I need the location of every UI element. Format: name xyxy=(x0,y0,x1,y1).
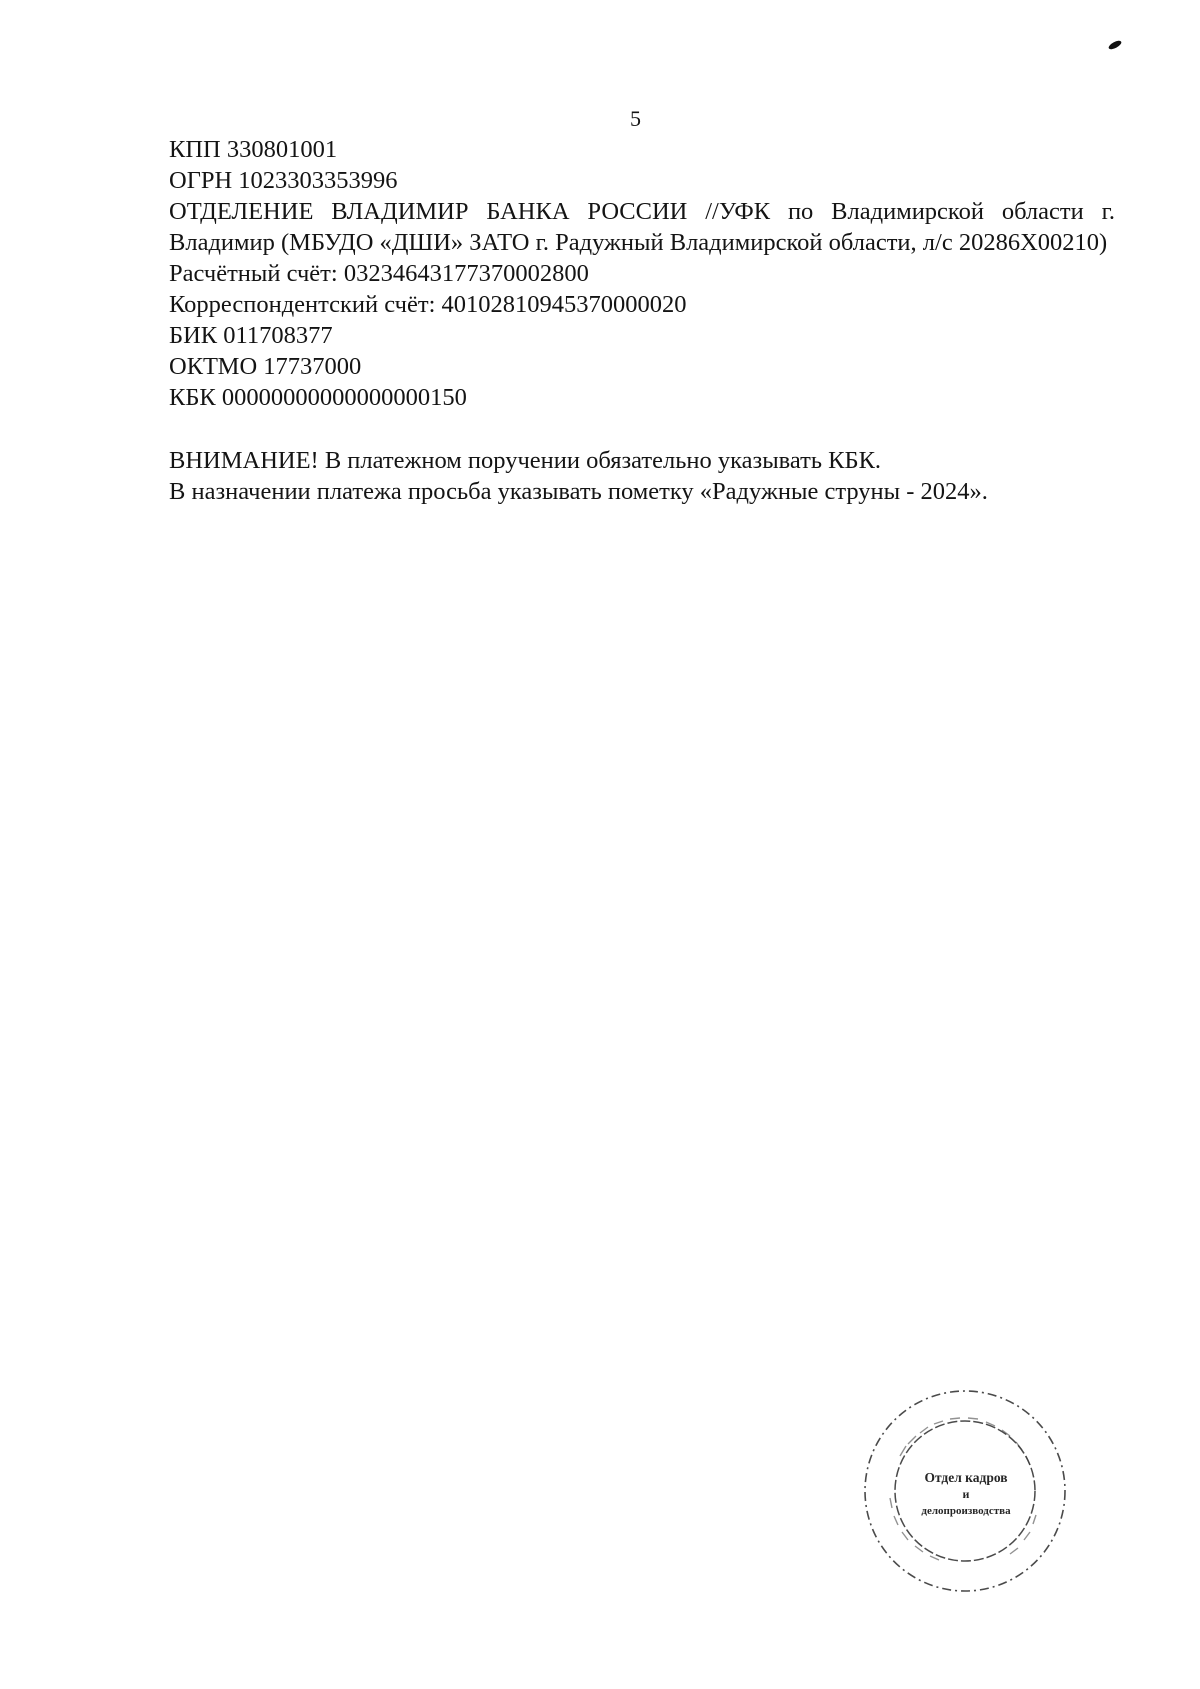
bik-line: БИК 011708377 xyxy=(169,322,333,349)
kpp-line: КПП 330801001 xyxy=(169,136,338,163)
settlement-account-line: Расчётный счёт: 03234643177370002800 xyxy=(169,260,589,287)
stamp-line-3: делопроизводства xyxy=(921,1505,1011,1517)
paragraph-spacer xyxy=(169,413,1115,445)
correspondent-account-line: Корреспондентский счёт: 40102810945370000020 xyxy=(169,291,687,318)
department-stamp xyxy=(860,1386,1070,1596)
oktmo-line: ОКТМО 17737000 xyxy=(169,353,362,380)
ink-mark xyxy=(1107,39,1122,51)
bank-requisites xyxy=(169,134,1115,507)
ogrn-line: ОГРН 1023303353996 xyxy=(169,167,398,194)
attention-note: ВНИМАНИЕ! В платежном поручении обязательно указывать КБК. xyxy=(169,447,882,474)
stamp-line-2: и xyxy=(962,1487,970,1501)
recipient-line: ОТДЕЛЕНИЕ ВЛАДИМИР БАНКА РОССИИ //УФК по Владимирской области г. Владимир (МБУДО «ДШИ» ЗАТО г. Радужный Владимирской области, л/с 20286Х00210) xyxy=(169,198,1115,256)
stamp-seal-graphic xyxy=(860,1386,1070,1596)
stamp-line-1: Отдел кадров xyxy=(924,1470,1008,1485)
payment-purpose-note: В назначении платежа просьба указывать пометку «Радужные струны - 2024». xyxy=(169,478,988,505)
page-number: 5 xyxy=(630,106,641,131)
kbk-line: КБК 00000000000000000150 xyxy=(169,384,467,411)
